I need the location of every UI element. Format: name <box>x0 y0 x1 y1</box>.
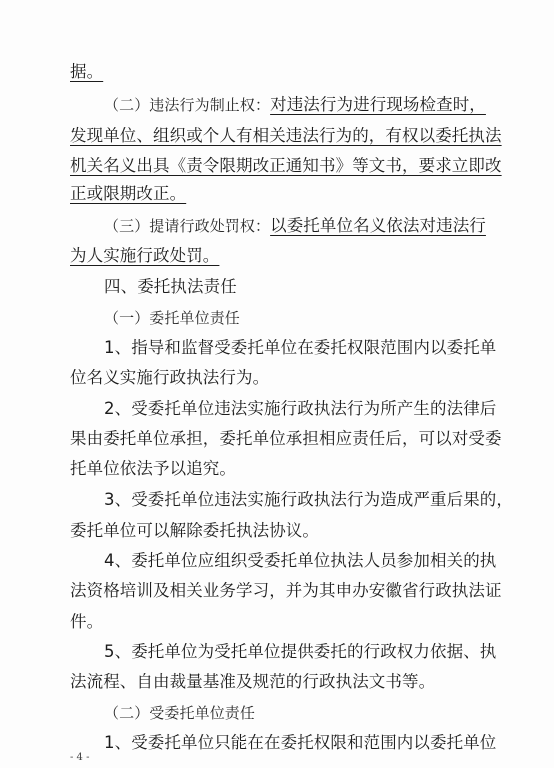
text-line-22 <box>104 703 255 723</box>
underlined-text: 以委托单位名义依法对违法行 <box>270 216 486 235</box>
paragraph-text: 委托单位可以解除委托执法协议。 <box>70 521 319 540</box>
text-line-1 <box>70 62 103 82</box>
text-line-20 <box>104 642 496 662</box>
section-heading: （三）提请行政处罚权： <box>104 217 271 235</box>
paragraph-text: 4、委托单位应组织受委托单位执法人员参加相关的执 <box>104 551 497 570</box>
text-line-13 <box>70 429 502 449</box>
paragraph-text: 位名义实施行政执法行为。 <box>70 368 270 387</box>
text-line-8 <box>104 277 237 297</box>
page-number: - 4 - <box>70 752 90 763</box>
text-line-17 <box>104 551 496 571</box>
underlined-text: 为人实施行政处罚。 <box>70 246 220 265</box>
paragraph-text: 法资格培训及相关业务学习，并为其申办安徽省行政执法证 <box>70 581 502 600</box>
text-line-12 <box>104 399 496 419</box>
text-line-4 <box>70 156 502 176</box>
paragraph-text: 5、委托单位为受托单位提供委托的行政权力依据、执 <box>104 642 497 661</box>
paragraph-text: 1、受委托单位只能在在委托权限和范围内以委托单位 <box>104 733 497 752</box>
paragraph-text: 法流程、自由裁量基准及规范的行政执法文书等。 <box>70 672 436 691</box>
text-line-23 <box>104 733 496 753</box>
text-line-5 <box>70 184 186 204</box>
text-line-7 <box>70 246 219 266</box>
text-line-15 <box>104 490 513 510</box>
text-line-11 <box>70 368 269 388</box>
text-line-18 <box>70 581 502 601</box>
chapter-heading: 四、委托执法责任 <box>104 277 237 296</box>
text-line-19 <box>70 612 103 632</box>
text-line-2 <box>104 95 486 115</box>
text-line-21 <box>70 672 435 692</box>
text-line-10 <box>104 338 496 358</box>
underlined-text: 机关名义出具《责令限期改正通知书》等文书，要求立即改 <box>70 156 502 175</box>
text-line-14 <box>70 459 236 479</box>
text-line-9 <box>104 308 240 328</box>
section-heading: （二）受委托单位责任 <box>104 704 256 722</box>
section-heading: （二）违法行为制止权： <box>104 96 271 114</box>
text-line-16 <box>70 521 319 541</box>
underlined-text: 据。 <box>70 62 104 81</box>
paragraph-text: 2、受委托单位违法实施行政执法行为所产生的法律后 <box>104 399 497 418</box>
text-line-3 <box>70 126 502 146</box>
paragraph-text: 3、受委托单位违法实施行政执法行为造成严重后果的， <box>104 490 513 509</box>
section-heading: （一）委托单位责任 <box>104 309 240 327</box>
paragraph-text: 件。 <box>70 612 104 631</box>
underlined-text: 发现单位、组织或个人有相关违法行为的，有权以委托执法 <box>70 126 502 145</box>
underlined-text: 对违法行为进行现场检查时， <box>270 95 486 114</box>
paragraph-text: 1、指导和监督受委托单位在委托权限范围内以委托单 <box>104 338 497 357</box>
paragraph-text: 果由委托单位承担，委托单位承担相应责任后，可以对受委 <box>70 429 502 448</box>
paragraph-text: 托单位依法予以追究。 <box>70 459 236 478</box>
text-line-6 <box>104 216 486 236</box>
underlined-text: 正或限期改正。 <box>70 184 187 203</box>
